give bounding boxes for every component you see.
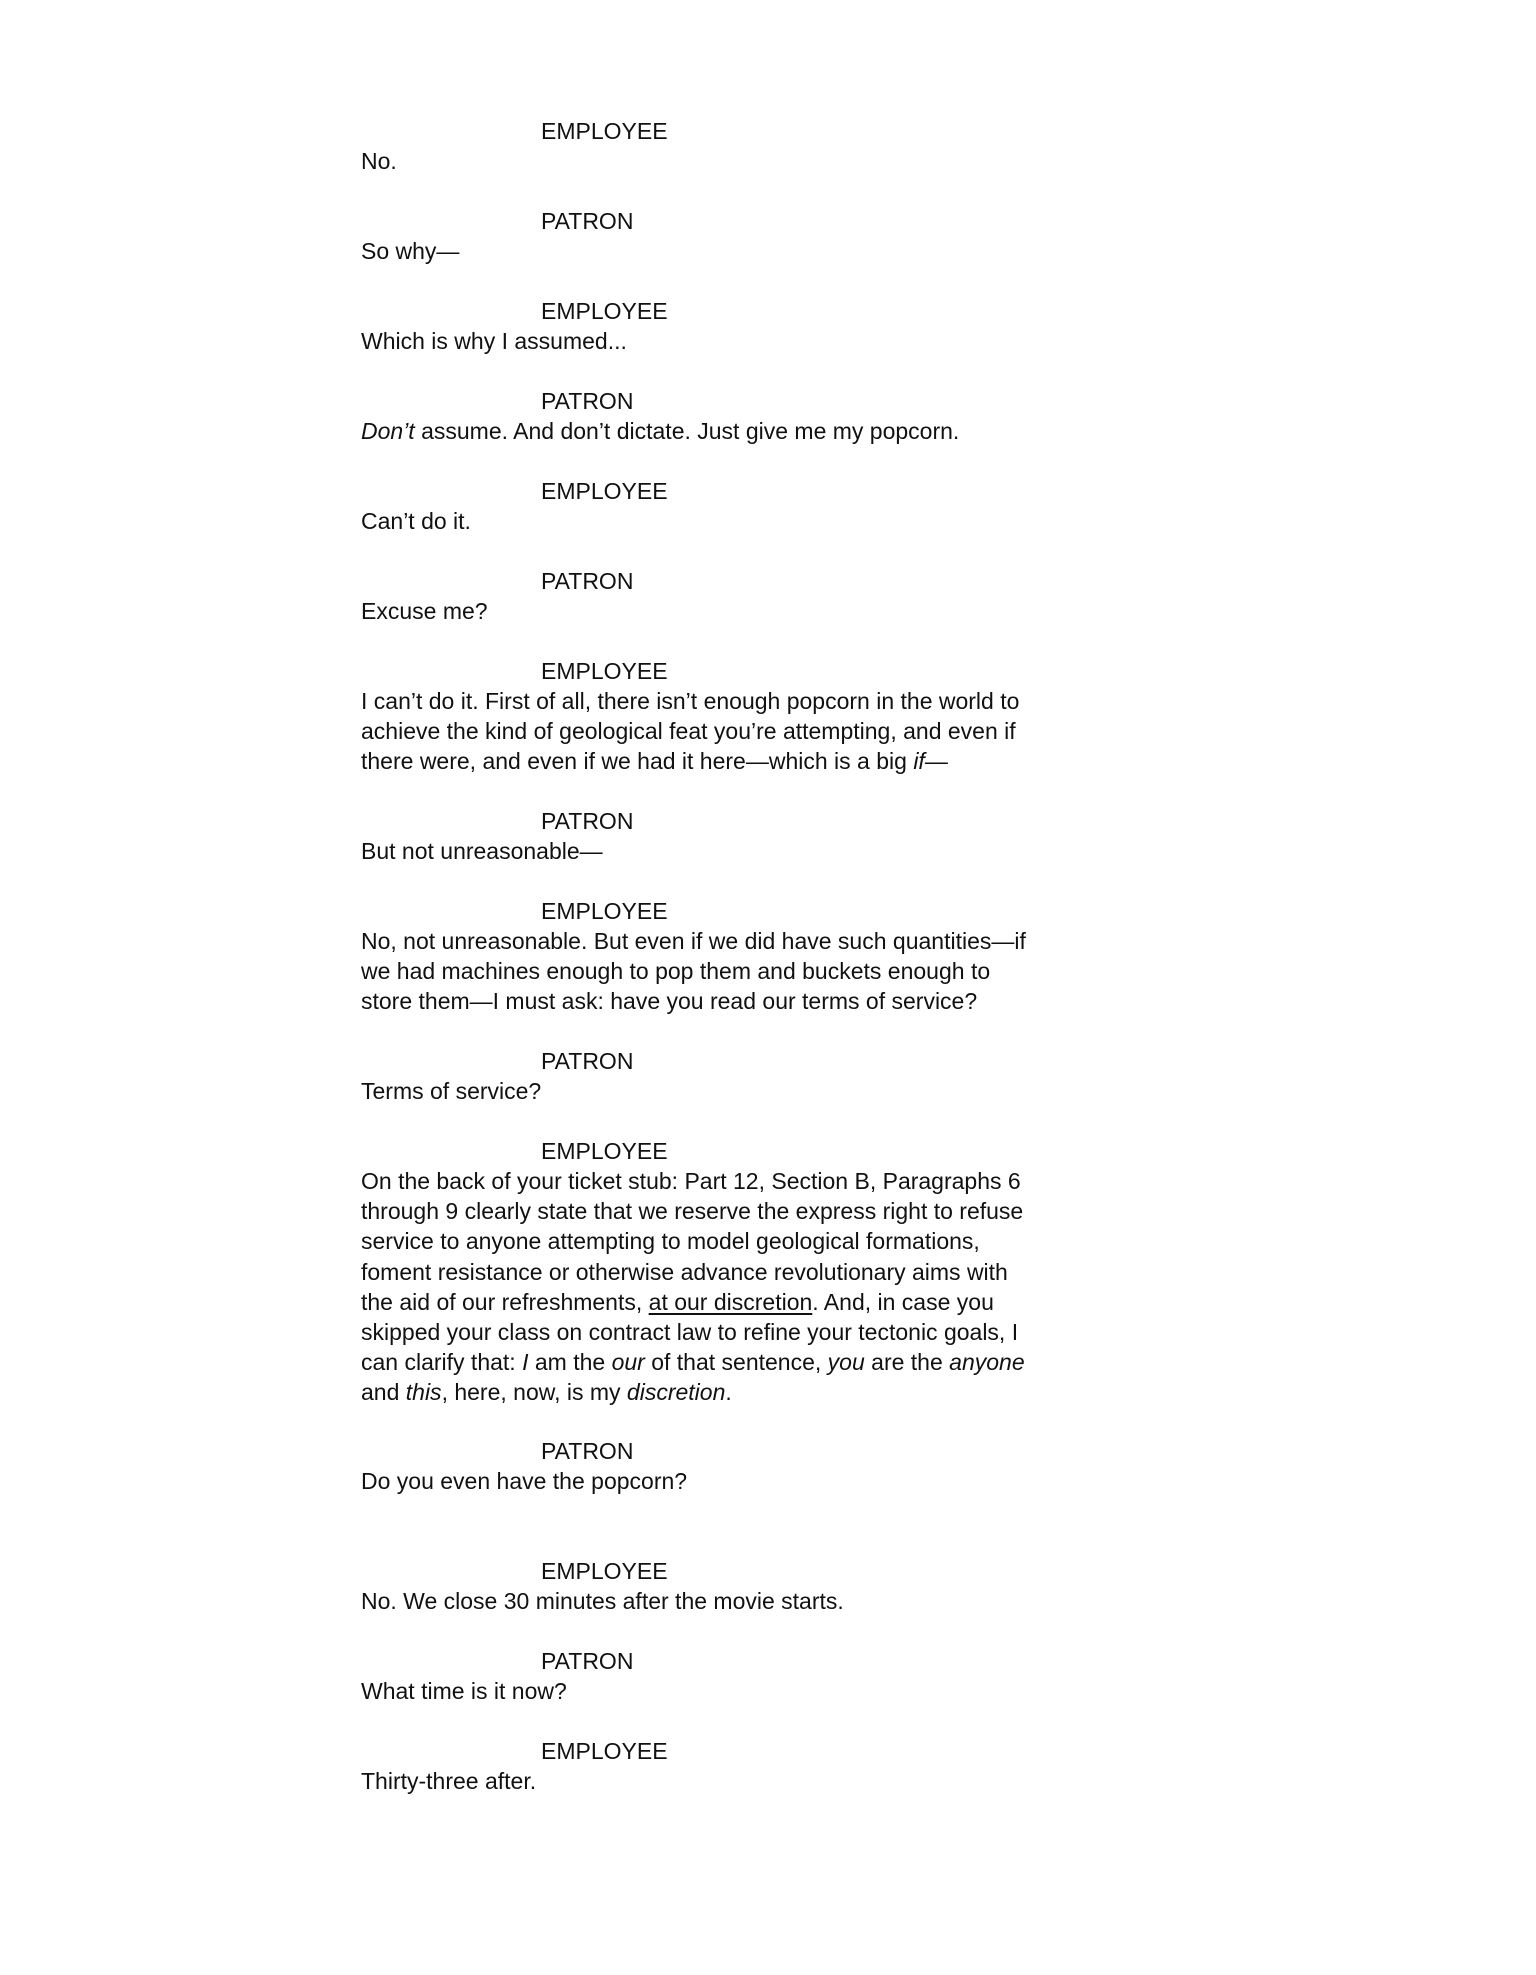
character-name: EMPLOYEE: [541, 1558, 668, 1584]
character-name: EMPLOYEE: [541, 478, 668, 504]
dialogue-line: I can’t do it. First of all, there isn’t enough popcorn in the world to: [361, 688, 1020, 714]
character-name: EMPLOYEE: [541, 298, 668, 324]
character-name: EMPLOYEE: [541, 1738, 668, 1764]
dialogue-line: Excuse me?: [361, 598, 488, 624]
dialogue-line: On the back of your ticket stub: Part 12, Section B, Paragraphs 6: [361, 1168, 1021, 1194]
character-name: PATRON: [541, 1048, 634, 1074]
dialogue-block: [361, 1646, 1121, 1706]
character-name: PATRON: [541, 1438, 634, 1464]
character-name: EMPLOYEE: [541, 898, 668, 924]
dialogue-line: skipped your class on contract law to refine your tectonic goals, I: [361, 1319, 1019, 1346]
dialogue-line: But not unreasonable—: [361, 838, 603, 864]
dialogue-line: So why—: [361, 238, 460, 264]
underlined-text: at our discretion: [648, 1288, 813, 1315]
emphasis-text: I: [522, 1349, 529, 1376]
dialogue-block: [361, 476, 1121, 536]
character-name: PATRON: [541, 808, 634, 834]
dialogue-line: Terms of service?: [361, 1078, 542, 1104]
dialogue-line: No. We close 30 minutes after the movie starts.: [361, 1588, 844, 1614]
dialogue-line: Do you even have the popcorn?: [361, 1468, 688, 1494]
dialogue-line: service to anyone attempting to model geological formations,: [361, 1228, 980, 1255]
character-name: PATRON: [541, 568, 634, 594]
dialogue-block: [361, 1136, 1121, 1408]
dialogue-block: [361, 806, 1121, 866]
character-name: PATRON: [541, 208, 634, 234]
character-name: PATRON: [541, 1648, 634, 1674]
dialogue-line: and this, here, now, is my discretion.: [361, 1379, 732, 1406]
dialogue-line: What time is it now?: [361, 1678, 567, 1704]
dialogue-line: can clarify that: I am the our of that sentence, you are the anyone: [361, 1349, 1025, 1376]
dialogue-block: [361, 566, 1121, 626]
character-name: EMPLOYEE: [541, 118, 668, 144]
dialogue-block: [361, 656, 1121, 777]
dialogue-line: Don’t assume. And don’t dictate. Just give me my popcorn.: [361, 418, 960, 444]
character-name: EMPLOYEE: [541, 658, 668, 684]
character-name: PATRON: [541, 388, 634, 414]
dialogue-line: through 9 clearly state that we reserve the express right to refuse: [361, 1198, 1024, 1225]
dialogue-block: [361, 386, 1121, 446]
dialogue-block: [361, 206, 1121, 266]
character-name: EMPLOYEE: [541, 1138, 668, 1164]
emphasis-text: Don’t: [361, 418, 415, 444]
dialogue-block: [361, 896, 1121, 1017]
dialogue-line: No.: [361, 148, 397, 174]
dialogue-line: foment resistance or otherwise advance revolutionary aims with: [361, 1258, 1008, 1285]
emphasis-text: anyone: [949, 1349, 1025, 1376]
dialogue-line: Which is why I assumed...: [361, 328, 627, 354]
dialogue-block: [361, 1556, 1121, 1616]
dialogue-block: [361, 296, 1121, 356]
dialogue-line: there were, and even if we had it here—which is a big if—: [361, 748, 948, 775]
emphasis-text: this: [405, 1379, 442, 1406]
dialogue-line: Can’t do it.: [361, 508, 471, 534]
dialogue-block: [361, 116, 1121, 176]
dialogue-line: achieve the kind of geological feat you’re attempting, and even if: [361, 718, 1016, 745]
dialogue-line: we had machines enough to pop them and buckets enough to: [361, 958, 991, 985]
emphasis-text: if: [913, 748, 925, 775]
emphasis-text: our: [611, 1349, 645, 1376]
emphasis-text: discretion: [626, 1379, 726, 1406]
dialogue-line: Thirty-three after.: [361, 1768, 537, 1794]
dialogue-line: store them—I must ask: have you read our terms of service?: [361, 988, 978, 1015]
emphasis-text: you: [827, 1349, 865, 1376]
dialogue-block: [361, 1736, 1121, 1796]
dialogue-line: No, not unreasonable. But even if we did have such quantities—if: [361, 928, 1026, 954]
dialogue-block: [361, 1046, 1121, 1106]
dialogue-line: the aid of our refreshments, at our discretion. And, in case you: [361, 1288, 994, 1315]
dialogue-block: [361, 1436, 1121, 1496]
